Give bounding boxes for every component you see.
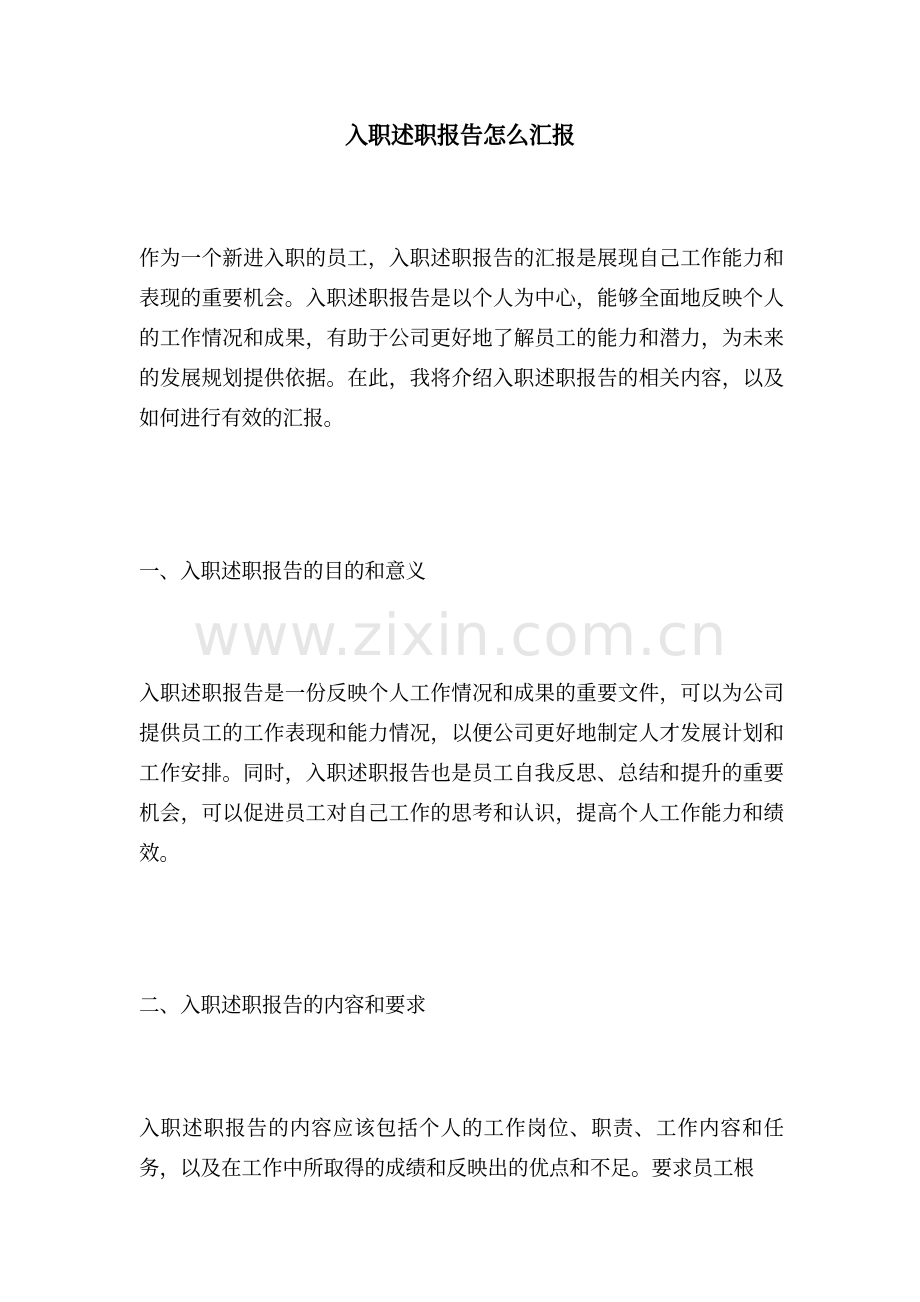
intro-paragraph: 作为一个新进入职的员工，入职述职报告的汇报是展现自己工作能力和表现的重要机会。入职述职报告是以个人为中心，能够全面地反映个人的工作情况和成果，有助于公司更好地了解员工的能力和潜力，为未来的发展规划提供依据。在此，我将介绍入职述职报告的相关内容，以及如何进行有效的汇报。: [139, 246, 784, 430]
section-1-heading: 一、入职述职报告的目的和意义: [139, 559, 426, 583]
section-1-paragraph: 入职述职报告是一份反映个人工作情况和成果的重要文件，可以为公司提供员工的工作表现和能力情况，以便公司更好地制定人才发展计划和工作安排。同时，入职述职报告也是员工自我反思、总结和提升的重要机会，可以促进员工对自己工作的思考和认识，提高个人工作能力和绩效。: [139, 681, 784, 865]
section-2-paragraph: 入职述职报告的内容应该包括个人的工作岗位、职责、工作内容和任务，以及在工作中所取得的成绩和反映出的优点和不足。要求员工根: [139, 1116, 784, 1180]
watermark: www.zixin.com.cn: [192, 601, 728, 669]
section-2-heading: 二、入职述职报告的内容和要求: [139, 993, 426, 1017]
document-title: 入职述职报告怎么汇报: [345, 122, 575, 149]
